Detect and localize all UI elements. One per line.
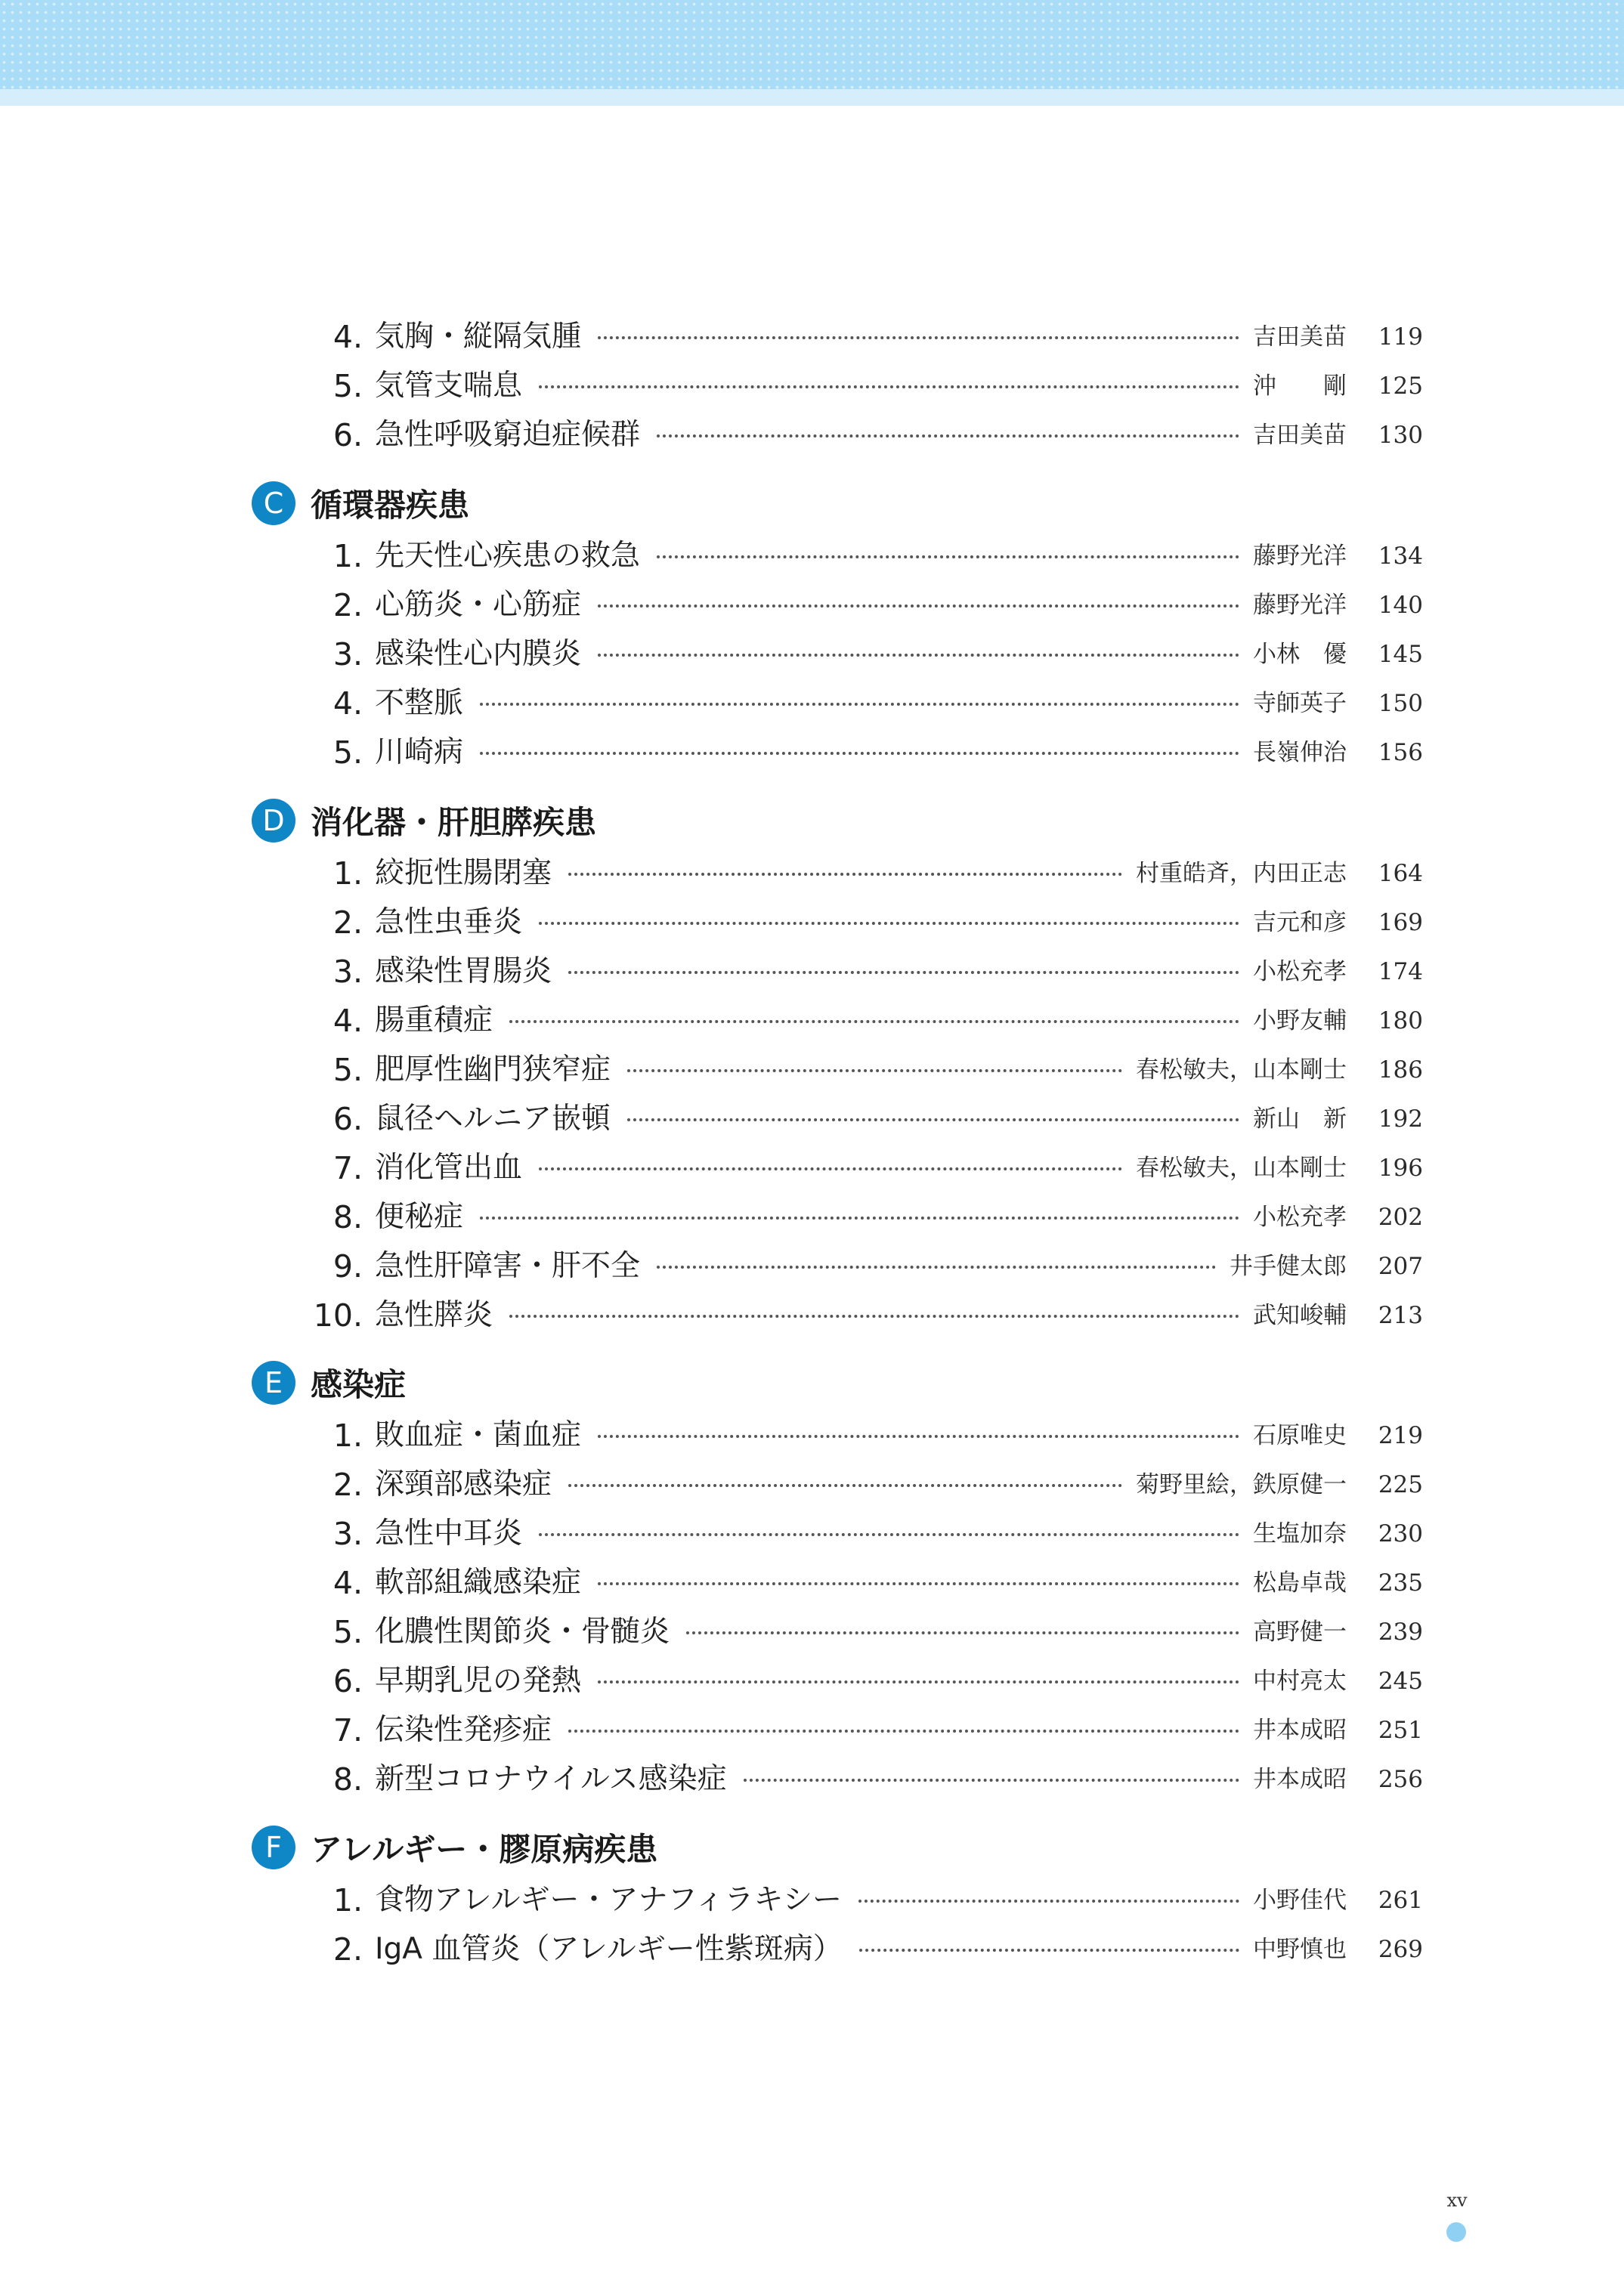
section-title: 感染症 — [311, 1366, 407, 1403]
leader-dots — [509, 1315, 1239, 1318]
entry-page-number: 196 — [1378, 1155, 1423, 1182]
entry-title: 急性虫垂炎 — [375, 905, 523, 939]
leader-dots — [539, 922, 1239, 925]
entry-title: 腸重積症 — [375, 1003, 493, 1037]
entry-author: 小野友輔 — [1253, 1007, 1347, 1034]
entry-number: 4. — [333, 685, 363, 722]
entry-title: 急性呼吸窮迫症候群 — [375, 418, 641, 452]
entry-author: 春松敏夫，山本剛士 — [1136, 1056, 1347, 1084]
section-heading — [252, 481, 469, 526]
entry-number: 9. — [333, 1248, 363, 1285]
toc-entry[interactable] — [0, 1708, 1624, 1753]
entry-page-number: 225 — [1378, 1471, 1423, 1498]
entry-author: 中野慎也 — [1253, 1936, 1347, 1963]
toc-entry[interactable] — [0, 900, 1624, 945]
section-title: 循環器疾患 — [311, 487, 470, 524]
entry-page-number: 192 — [1378, 1105, 1423, 1133]
entry-number: 5. — [333, 368, 363, 404]
toc-entry[interactable] — [0, 1659, 1624, 1704]
leader-dots — [509, 1020, 1239, 1023]
entry-title: 感染性胃腸炎 — [375, 954, 552, 988]
leader-dots — [568, 971, 1239, 974]
entry-page-number: 140 — [1378, 592, 1423, 619]
leader-dots — [598, 604, 1239, 608]
toc-entry[interactable] — [0, 1244, 1624, 1289]
leader-dots — [657, 434, 1239, 437]
toc-entry[interactable] — [0, 1511, 1624, 1557]
entry-author: 小松充孝 — [1253, 1204, 1347, 1231]
entry-title: 感染性心内膜炎 — [375, 637, 582, 671]
entry-number: 1. — [333, 538, 363, 574]
entry-page-number: 245 — [1378, 1668, 1423, 1695]
entry-number: 1. — [333, 1418, 363, 1454]
entry-title: 伝染性発疹症 — [375, 1713, 552, 1747]
entry-page-number: 256 — [1378, 1766, 1423, 1793]
entry-number: 6. — [333, 1663, 363, 1699]
toc-entry[interactable] — [0, 730, 1624, 775]
entry-number: 4. — [333, 319, 363, 355]
toc-entry[interactable] — [0, 1927, 1624, 1972]
entry-number: 5. — [333, 1614, 363, 1650]
entry-page-number: 130 — [1378, 422, 1423, 449]
leader-dots — [627, 1069, 1122, 1072]
section-title: 消化器・肝胆膵疾患 — [311, 804, 597, 841]
section-heading — [252, 1360, 406, 1405]
leader-dots — [539, 1533, 1239, 1536]
entry-page-number: 239 — [1378, 1619, 1423, 1646]
entry-page-number: 207 — [1378, 1253, 1423, 1280]
entry-number: 5. — [333, 734, 363, 771]
entry-author: 村重皓斉，内田正志 — [1136, 860, 1347, 887]
leader-dots — [539, 385, 1239, 388]
section-heading — [252, 798, 596, 843]
leader-dots — [657, 1266, 1216, 1269]
leader-dots — [480, 1217, 1239, 1220]
entry-number: 3. — [333, 636, 363, 672]
toc-entry[interactable] — [0, 632, 1624, 677]
entry-number: 1. — [333, 855, 363, 892]
leader-dots — [480, 703, 1239, 706]
entry-page-number: 119 — [1378, 323, 1423, 351]
entry-page-number: 125 — [1378, 373, 1423, 400]
entry-author: 寺師英子 — [1253, 690, 1347, 717]
leader-dots — [568, 873, 1122, 876]
entry-author: 春松敏夫，山本剛士 — [1136, 1155, 1347, 1182]
leader-dots — [598, 654, 1239, 657]
entry-number: 2. — [333, 1931, 363, 1968]
entry-author: 石原唯史 — [1253, 1422, 1347, 1449]
entry-number: 8. — [333, 1761, 363, 1798]
entry-number: 7. — [333, 1150, 363, 1186]
entry-title: 気胸・縦隔気腫 — [375, 320, 582, 354]
section-letter-badge: F — [252, 1826, 295, 1869]
toc-entry[interactable] — [0, 1146, 1624, 1191]
entry-author: 生塩加奈 — [1253, 1520, 1347, 1547]
entry-title: 新型コロナウイルス感染症 — [375, 1762, 727, 1796]
section-title: アレルギー・膠原病疾患 — [311, 1831, 658, 1868]
entry-author: 井本成昭 — [1253, 1766, 1347, 1793]
entry-title: 食物アレルギー・アナフィラキシー — [375, 1883, 842, 1917]
page-number-dot — [1446, 2222, 1466, 2242]
entry-page-number: 186 — [1378, 1056, 1423, 1084]
entry-author: 中村亮太 — [1253, 1668, 1347, 1695]
leader-dots — [598, 336, 1239, 339]
entry-author: 小野佳代 — [1253, 1887, 1347, 1914]
entry-page-number: 251 — [1378, 1717, 1423, 1744]
entry-page-number: 235 — [1378, 1569, 1423, 1597]
entry-title: IgA 血管炎（アレルギー性紫斑病） — [375, 1932, 843, 1966]
leader-dots — [859, 1949, 1239, 1952]
leader-dots — [657, 555, 1239, 558]
entry-author: 井手健太郎 — [1230, 1253, 1347, 1280]
leader-dots — [568, 1730, 1239, 1733]
entry-title: 不整脈 — [375, 686, 464, 720]
leader-dots — [744, 1779, 1239, 1782]
section-heading — [252, 1825, 657, 1870]
page-number: xv — [1446, 2190, 1468, 2211]
toc-entry[interactable] — [0, 1878, 1624, 1923]
entry-author: 沖 剛 — [1253, 373, 1347, 400]
toc-entry[interactable] — [0, 533, 1624, 579]
entry-number: 6. — [333, 1101, 363, 1137]
entry-title: 軟部組織感染症 — [375, 1566, 582, 1600]
entry-number: 3. — [333, 954, 363, 990]
toc-entry[interactable] — [0, 413, 1624, 458]
toc-entry[interactable] — [0, 314, 1624, 360]
entry-number: 8. — [333, 1199, 363, 1235]
toc-entry[interactable] — [0, 1047, 1624, 1093]
entry-title: 絞扼性腸閉塞 — [375, 856, 552, 890]
entry-title: 急性中耳炎 — [375, 1517, 523, 1551]
entry-author: 菊野里絵，鉄原健一 — [1136, 1471, 1347, 1498]
entry-number: 7. — [333, 1712, 363, 1748]
toc-entry[interactable] — [0, 1195, 1624, 1240]
toc-entry[interactable] — [0, 998, 1624, 1043]
toc-entry[interactable] — [0, 1096, 1624, 1142]
header-light-stripe — [0, 89, 1624, 106]
leader-dots — [686, 1631, 1239, 1634]
entry-author: 高野健一 — [1253, 1619, 1347, 1646]
toc-entry[interactable] — [0, 363, 1624, 409]
entry-number: 2. — [333, 904, 363, 941]
entry-number: 2. — [333, 1467, 363, 1503]
toc-entry[interactable] — [0, 583, 1624, 628]
leader-dots — [627, 1118, 1239, 1121]
entry-title: 肥厚性幽門狭窄症 — [375, 1053, 611, 1087]
header-pattern-band — [0, 0, 1624, 89]
entry-number: 4. — [333, 1565, 363, 1601]
entry-page-number: 230 — [1378, 1520, 1423, 1547]
section-letter-badge: C — [252, 481, 295, 525]
entry-page-number: 269 — [1378, 1936, 1423, 1963]
entry-author: 長嶺伸治 — [1253, 739, 1347, 766]
entry-title: 気管支喘息 — [375, 369, 523, 403]
entry-title: 鼠径ヘルニア嵌頓 — [375, 1102, 611, 1136]
leader-dots — [480, 752, 1239, 755]
entry-title: 川崎病 — [375, 735, 464, 769]
entry-page-number: 145 — [1378, 641, 1423, 668]
entry-number: 1. — [333, 1882, 363, 1918]
toc-entry[interactable] — [0, 1757, 1624, 1802]
entry-page-number: 180 — [1378, 1007, 1423, 1034]
toc-entry[interactable] — [0, 681, 1624, 726]
entry-page-number: 134 — [1378, 543, 1423, 570]
entry-title: 深頸部感染症 — [375, 1467, 552, 1501]
entry-author: 小松充孝 — [1253, 958, 1347, 985]
leader-dots — [568, 1484, 1122, 1487]
entry-page-number: 174 — [1378, 958, 1423, 985]
entry-author: 吉田美苗 — [1253, 422, 1347, 449]
entry-page-number: 261 — [1378, 1887, 1423, 1914]
entry-number: 2. — [333, 587, 363, 623]
toc-entry[interactable] — [0, 1560, 1624, 1606]
leader-dots — [539, 1167, 1122, 1170]
leader-dots — [598, 1435, 1239, 1438]
entry-author: 新山 新 — [1253, 1105, 1347, 1133]
entry-author: 武知峻輔 — [1253, 1302, 1347, 1329]
entry-title: 急性肝障害・肝不全 — [375, 1249, 641, 1283]
entry-number: 3. — [333, 1516, 363, 1552]
entry-number: 4. — [333, 1003, 363, 1039]
entry-title: 先天性心疾患の救急 — [375, 539, 641, 573]
entry-page-number: 202 — [1378, 1204, 1423, 1231]
entry-number: 6. — [333, 417, 363, 453]
entry-number: 5. — [333, 1052, 363, 1088]
toc-entry[interactable] — [0, 851, 1624, 896]
section-letter-badge: E — [252, 1361, 295, 1405]
toc-entry[interactable] — [0, 1609, 1624, 1655]
entry-author: 井本成昭 — [1253, 1717, 1347, 1744]
toc-entry[interactable] — [0, 1293, 1624, 1338]
entry-number: 10. — [313, 1297, 363, 1334]
entry-author: 小林 優 — [1253, 641, 1347, 668]
leader-dots — [598, 1680, 1239, 1683]
leader-dots — [858, 1900, 1239, 1903]
entry-author: 藤野光洋 — [1253, 543, 1347, 570]
entry-page-number: 164 — [1378, 860, 1423, 887]
entry-author: 松島卓哉 — [1253, 1569, 1347, 1597]
entry-page-number: 219 — [1378, 1422, 1423, 1449]
entry-author: 藤野光洋 — [1253, 592, 1347, 619]
toc-entry[interactable] — [0, 949, 1624, 994]
entry-page-number: 169 — [1378, 909, 1423, 936]
entry-title: 急性膵炎 — [375, 1298, 493, 1332]
entry-author: 吉田美苗 — [1253, 323, 1347, 351]
entry-author: 吉元和彦 — [1253, 909, 1347, 936]
entry-page-number: 213 — [1378, 1302, 1423, 1329]
entry-page-number: 150 — [1378, 690, 1423, 717]
leader-dots — [598, 1582, 1239, 1585]
entry-page-number: 156 — [1378, 739, 1423, 766]
entry-title: 心筋炎・心筋症 — [375, 588, 582, 622]
entry-title: 便秘症 — [375, 1200, 464, 1234]
entry-title: 早期乳児の発熱 — [375, 1664, 582, 1698]
toc-entry[interactable] — [0, 1462, 1624, 1507]
entry-title: 消化管出血 — [375, 1151, 523, 1185]
entry-title: 化膿性関節炎・骨髄炎 — [375, 1615, 670, 1649]
toc-entry[interactable] — [0, 1413, 1624, 1458]
entry-title: 敗血症・菌血症 — [375, 1418, 582, 1452]
section-letter-badge: D — [252, 799, 295, 843]
